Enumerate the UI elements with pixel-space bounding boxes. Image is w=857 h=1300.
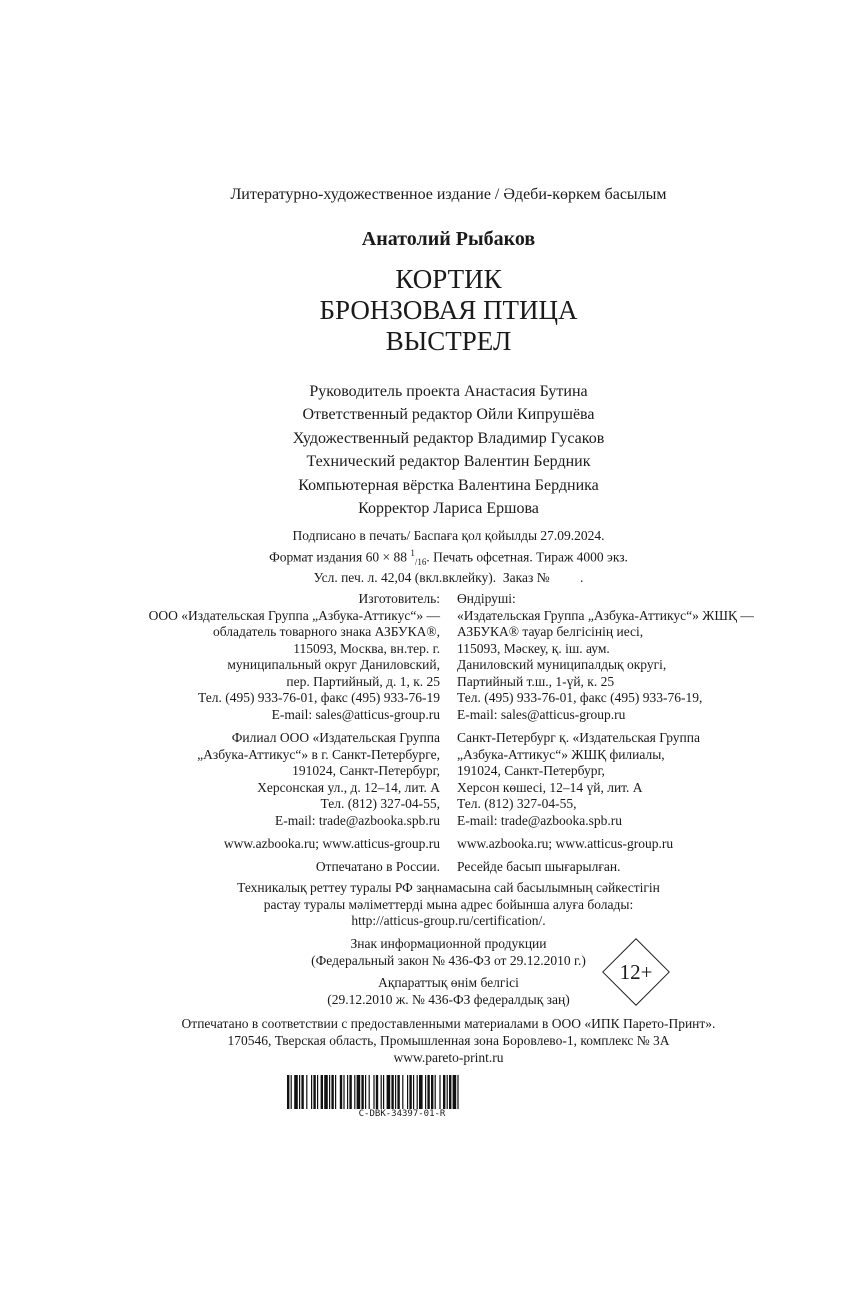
text-line: обладатель товарного знака АЗБУКА®,: [212, 624, 440, 639]
text-line: „Азбука-Аттикус“» ЖШҚ филиалы,: [457, 746, 665, 762]
text-line: пер. Партийный, д. 1, к. 25: [286, 673, 440, 689]
book-titles: [0, 264, 857, 357]
certification-note: [0, 880, 857, 930]
text-line: Тел. (812) 327-04-55,: [457, 796, 577, 811]
printer-info: [0, 1015, 857, 1066]
format-line: [0, 545, 857, 571]
age-rating-badge: [602, 938, 670, 1006]
text-line: Изготовитель:: [358, 591, 440, 606]
staff-list: [0, 380, 857, 520]
text-line: Ақпараттық өнім белгісі: [378, 975, 519, 990]
text-line: Знак информационной продукции: [350, 936, 547, 951]
text-line: E-mail: sales@atticus-group.ru: [271, 706, 440, 722]
text-line: Санкт-Петербург қ. «Издательская Группа: [457, 730, 700, 745]
text-line: Партийный т.ш., 1-үй, к. 25: [457, 673, 615, 689]
format-prefix: Формат издания 60 × 88: [269, 549, 411, 564]
text-line: Тел. (495) 933-76-01, факс (495) 933-76-19: [197, 690, 440, 705]
staff-line: Технический редактор Валентин Бердник: [306, 453, 591, 471]
text-line: ООО «Издательская Группа „Азбука-Аттикус“» —: [148, 607, 440, 623]
text-line: АЗБУКА® тауар белгісінің иесі,: [457, 624, 644, 639]
book-title: ВЫСТРЕЛ: [385, 326, 512, 356]
text-line: растау туралы мәліметтерді мына адрес бойынша алуға болады:: [263, 896, 634, 912]
text-line: 115093, Москва, вн.тер. г.: [293, 640, 440, 656]
text-line: (29.12.2010 ж. № 436-ФЗ федералдық заң): [327, 991, 570, 1007]
text-line: 191024, Санкт-Петербург,: [457, 763, 605, 778]
text-line: 115093, Мәскеу, қ. іш. аум.: [457, 640, 610, 656]
text-line: E-mail: trade@azbooka.spb.ru: [457, 812, 622, 828]
text-line: 170546, Тверская область, Промышленная зона Боровлево-1, комплекс № 3А: [227, 1033, 670, 1048]
web-kz: www.azbooka.ru; www.atticus-group.ru: [457, 836, 674, 851]
text-line: „Азбука-Аттикус“» в г. Санкт-Петербурге,: [197, 746, 440, 762]
age-rating-label: 12+: [619, 959, 653, 984]
text-line: Техникалық реттеу туралы РФ заңнамасына сай басылымның сәйкестігін: [237, 880, 660, 895]
barcode-image: [287, 1075, 517, 1109]
manufacturer-kz: [457, 591, 754, 723]
sheets-line: Усл. печ. л. 42,04 (вкл.вклейку). Заказ № .: [313, 570, 584, 586]
book-title: КОРТИК: [395, 264, 502, 294]
author-name: Анатолий Рыбаков: [361, 228, 536, 250]
text-line: Тел. (812) 327-04-55,: [320, 796, 440, 811]
text-line: 191024, Санкт-Петербург,: [292, 763, 440, 778]
staff-line: Руководитель проекта Анастасия Бутина: [309, 383, 588, 400]
branch-ru: [197, 730, 440, 829]
barcode-code: C-DBK-34397-01-R: [358, 1109, 446, 1119]
text-line: Херсонская ул., д. 12–14, лит. А: [257, 779, 440, 795]
text-line: E-mail: sales@atticus-group.ru: [457, 706, 626, 722]
format-suffix: . Печать офсетная. Тираж 4000 экз.: [426, 549, 628, 564]
printed-in-kz: Ресейде басып шығарылған.: [457, 859, 621, 874]
staff-line: Корректор Лариса Ершова: [358, 500, 539, 518]
edition-type: Литературно-художественное издание / Әдеби-көркем басылым: [230, 186, 667, 203]
text-line: «Издательская Группа „Азбука-Аттикус“» ЖШҚ —: [457, 607, 754, 623]
text-line: (Федеральный закон № 436-ФЗ от 29.12.2010 г.): [311, 952, 586, 968]
text-line: Филиал ООО «Издательская Группа: [231, 730, 440, 745]
print-info: [0, 528, 857, 587]
signed-line: Подписано в печать/ Баспаға қол қойылды 27.09.2024.: [292, 528, 605, 543]
info-sign-ru: [0, 936, 857, 969]
text-line: муниципальный округ Даниловский,: [227, 657, 440, 672]
format-sub: /16: [414, 556, 427, 567]
text-line: www.pareto-print.ru: [393, 1050, 504, 1065]
text-line: E-mail: trade@azbooka.spb.ru: [275, 812, 440, 828]
info-sign-kz: [0, 975, 857, 1008]
text-line: Отпечатано в соответствии с предоставленными материалами в ООО «ИПК Парето-Принт».: [181, 1016, 716, 1031]
staff-line: Ответственный редактор Ойли Кипрушёва: [302, 406, 595, 424]
text-line: Даниловский муниципалдық округі,: [457, 657, 667, 672]
text-line: Тел. (495) 933-76-01, факс (495) 933-76-19,: [457, 690, 703, 705]
branch-kz: [457, 730, 700, 829]
web-ru: www.azbooka.ru; www.atticus-group.ru: [223, 836, 440, 851]
text-line: http://atticus-group.ru/certification/.: [351, 913, 546, 928]
manufacturer-ru: [149, 591, 440, 723]
text-line: Өндіруші:: [457, 591, 516, 606]
book-title: БРОНЗОВАЯ ПТИЦА: [319, 295, 578, 325]
format-sup: 1: [410, 547, 415, 558]
staff-line: Художественный редактор Владимир Гусаков: [292, 429, 605, 447]
printed-in-ru: Отпечатано в России.: [315, 859, 440, 874]
text-line: Херсон көшесі, 12–14 үй, лит. А: [457, 779, 643, 795]
staff-line: Компьютерная вёрстка Валентина Бердника: [298, 476, 599, 494]
